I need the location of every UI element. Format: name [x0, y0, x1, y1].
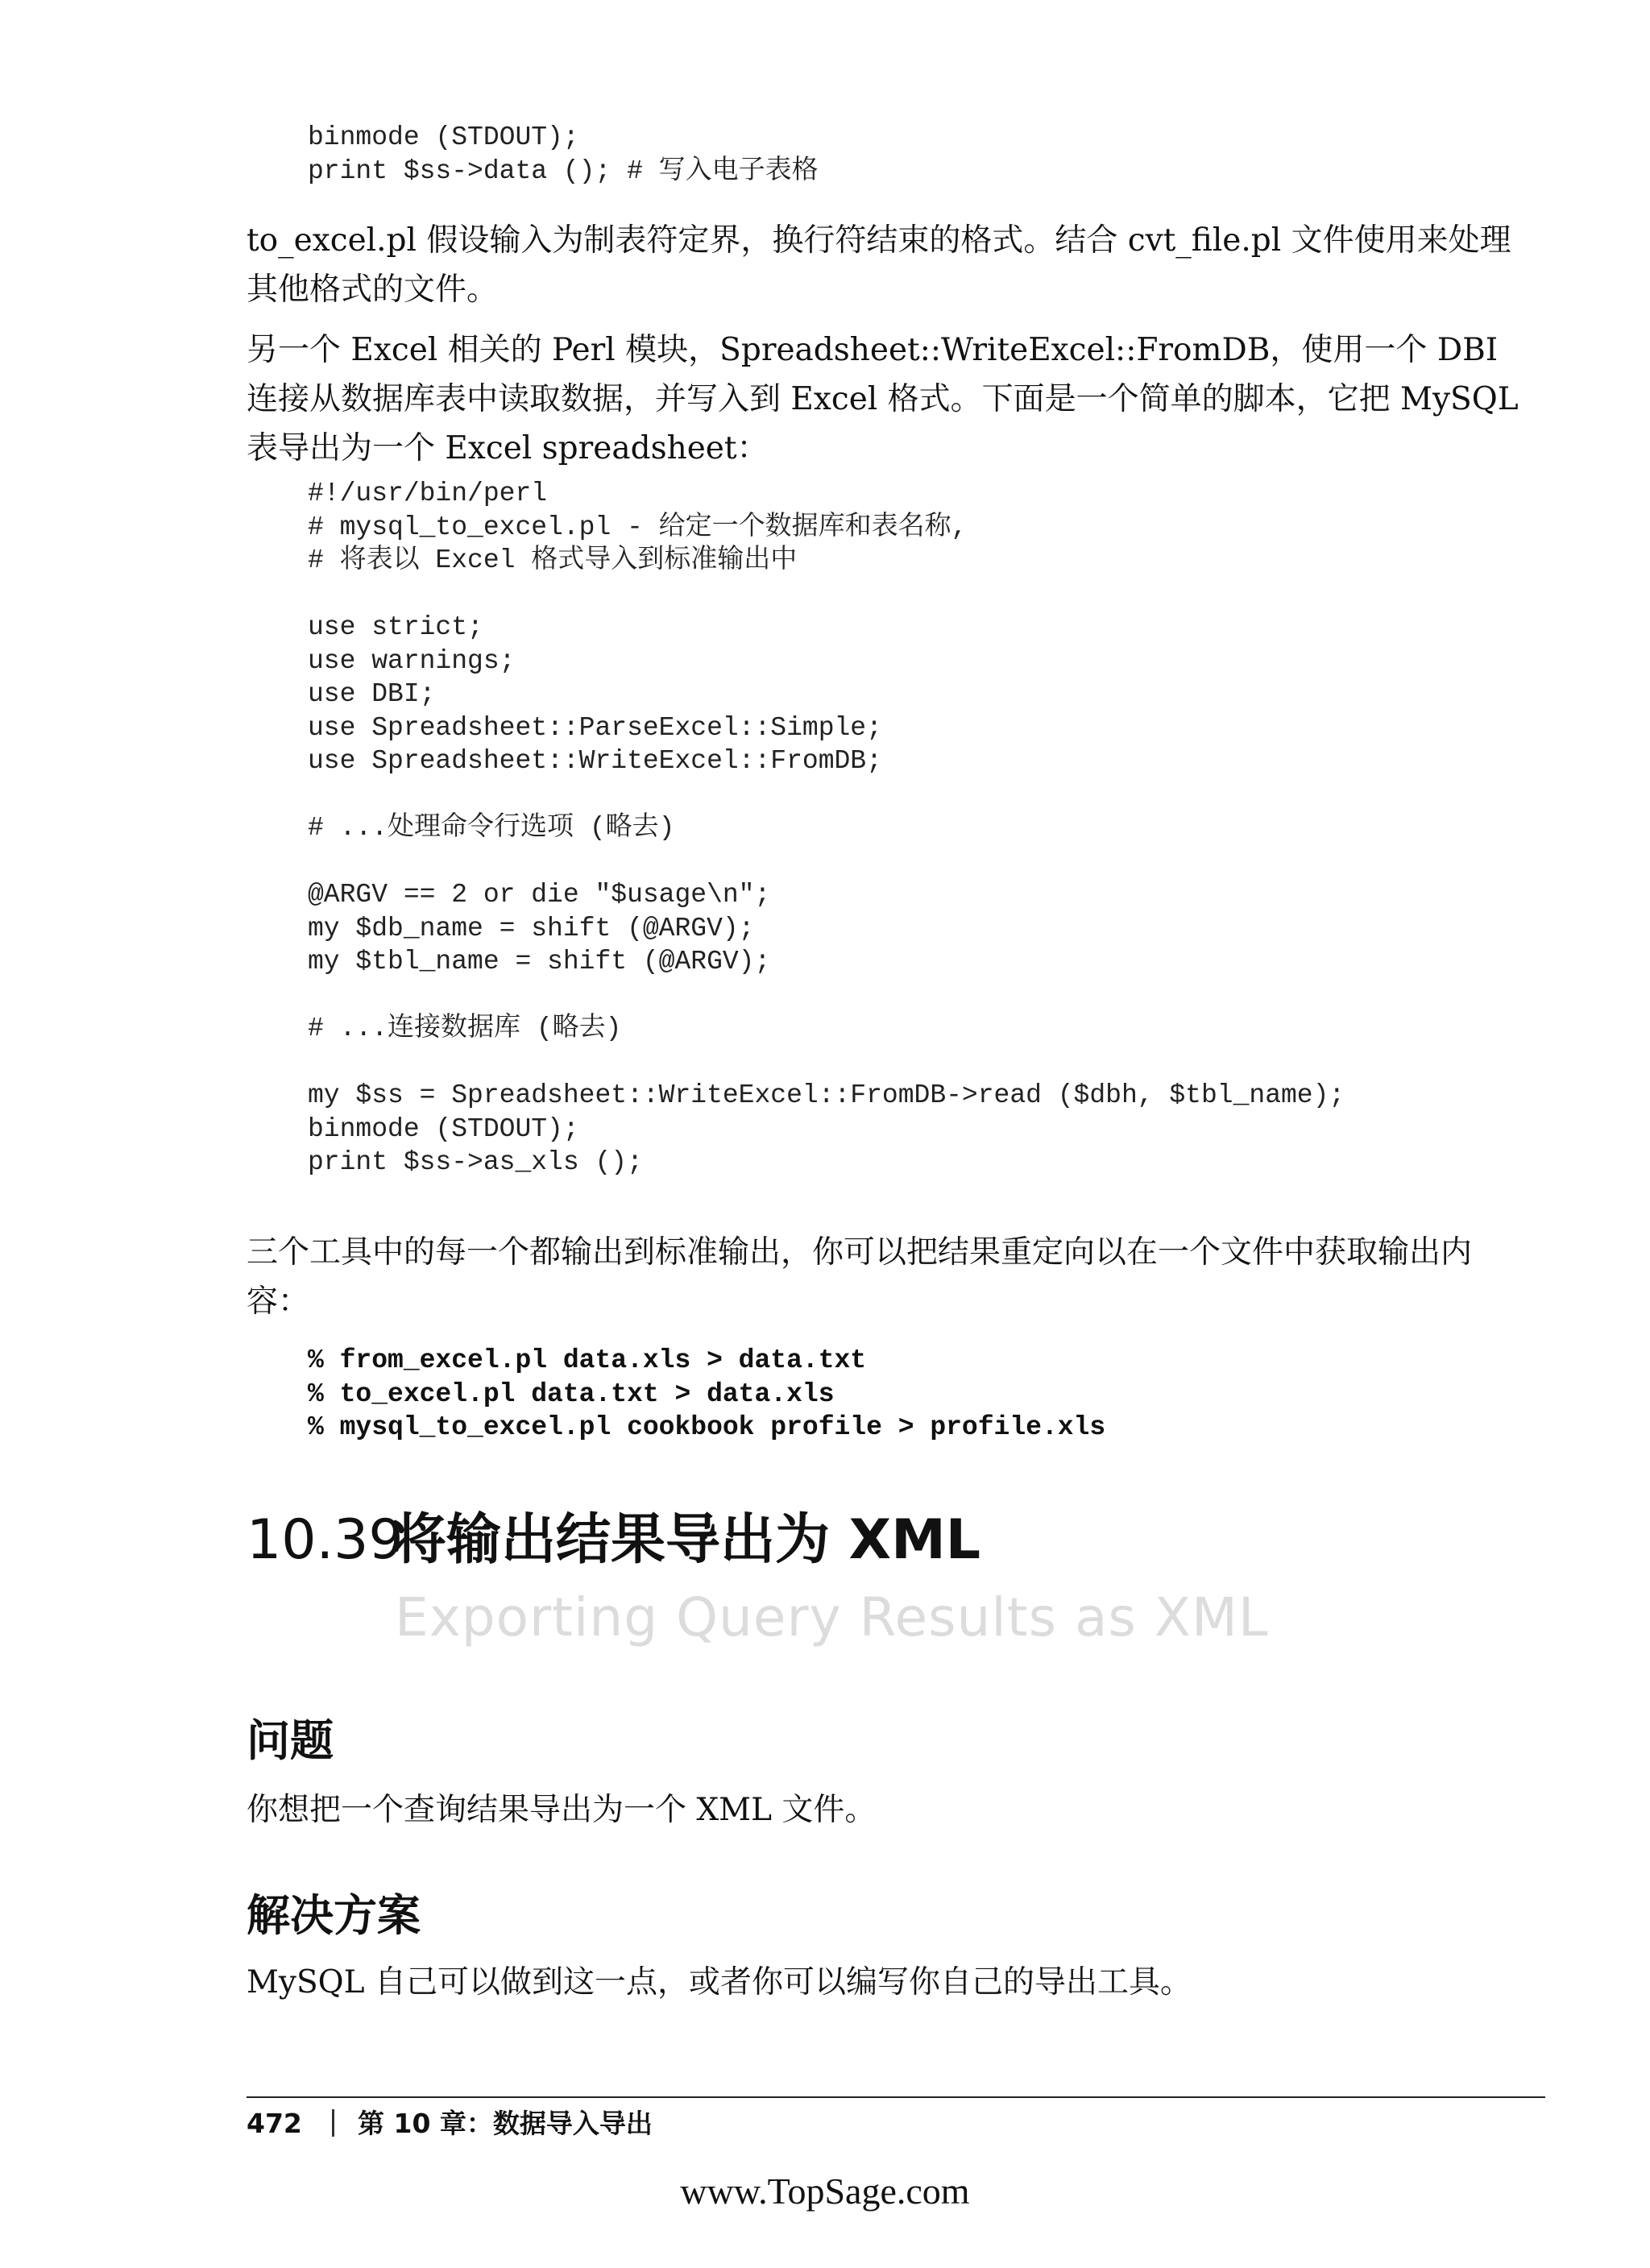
code-block-mysql-to-excel: [308, 477, 1345, 1180]
code-line: # ...连接数据库 (略去): [308, 1014, 622, 1043]
problem-text: 你想把一个查询结果导出为一个 XML 文件。: [247, 1792, 877, 1828]
solution-heading: 解决方案: [247, 1890, 421, 1941]
code-line: my $db_name = shift (@ARGV);: [308, 913, 755, 943]
section-number: 10.39: [247, 1508, 404, 1572]
code-line: use strict;: [308, 612, 483, 642]
code-line: print $ss->data (); # 写入电子表格: [308, 155, 819, 186]
code-line: # mysql_to_excel.pl - 给定一个数据库和表名称,: [308, 512, 968, 542]
paragraph-tools: 三个工具中的每一个都输出到标准输出，你可以把结果重定向以在一个文件中获取输出内容：: [247, 1234, 1473, 1320]
paragraph-to-excel: to_excel.pl 假设输入为制表符定界，换行符结束的格式。结合 cvt_file.pl 文件使用来处理其他格式的文件。: [247, 222, 1511, 308]
code-line: [308, 845, 1345, 879]
code-line: [308, 778, 1345, 812]
problem-heading: 问题: [247, 1715, 334, 1766]
code-line: #!/usr/bin/perl: [308, 479, 548, 508]
solution-text: MySQL 自己可以做到这一点，或者你可以编写你自己的导出工具。: [247, 1964, 1192, 2001]
code-line: use Spreadsheet::WriteExcel::FromDB;: [308, 746, 882, 776]
code-block-top: [308, 121, 819, 188]
code-line: print $ss->as_xls ();: [308, 1147, 643, 1177]
code-line: use warnings;: [308, 645, 516, 676]
code-line: my $ss = Spreadsheet::WriteExcel::FromDB->read ($dbh, $tbl_name);: [308, 1080, 1345, 1110]
command-line: % to_excel.pl data.txt > data.xls: [308, 1379, 835, 1409]
footer-chapter-title: 第 10 章：数据导入导出: [358, 2108, 653, 2139]
code-line: [308, 578, 1345, 612]
code-line: [308, 1046, 1345, 1080]
section-title: 将输出结果导出为 XML: [392, 1508, 981, 1572]
code-block-commands: [308, 1344, 1105, 1445]
code-line: binmode (STDOUT);: [308, 1113, 579, 1144]
code-line: # ...处理命令行选项 (略去): [308, 813, 675, 843]
code-line: [308, 979, 1345, 1013]
watermark-url: www.TopSage.com: [680, 2171, 970, 2212]
command-line: % from_excel.pl data.xls > data.txt: [308, 1345, 867, 1375]
code-line: my $tbl_name = shift (@ARGV);: [308, 947, 771, 976]
code-line: binmode (STDOUT);: [308, 122, 579, 152]
code-line: use DBI;: [308, 679, 436, 709]
footer-separator: [332, 2109, 334, 2137]
code-line: # 将表以 Excel 格式导入到标准输出中: [308, 545, 798, 575]
paragraph-fromdb: 另一个 Excel 相关的 Perl 模块，Spreadsheet::WriteExcel::FromDB，使用一个 DBI 连接从数据库表中读取数据，并写入到 Excel 格式。下面是一个简单的脚本，它把 MySQL 表导出为一个 Excel spreadsheet：: [247, 332, 1519, 466]
code-line: @ARGV == 2 or die "$usage\n";: [308, 880, 771, 910]
footer-page-number: 472: [247, 2108, 302, 2139]
code-line: use Spreadsheet::ParseExcel::Simple;: [308, 712, 882, 743]
section-subtitle: Exporting Query Results as XML: [395, 1586, 1269, 1648]
footer-rule: [247, 2096, 1545, 2098]
command-line: % mysql_to_excel.pl cookbook profile > profile.xls: [308, 1412, 1106, 1442]
